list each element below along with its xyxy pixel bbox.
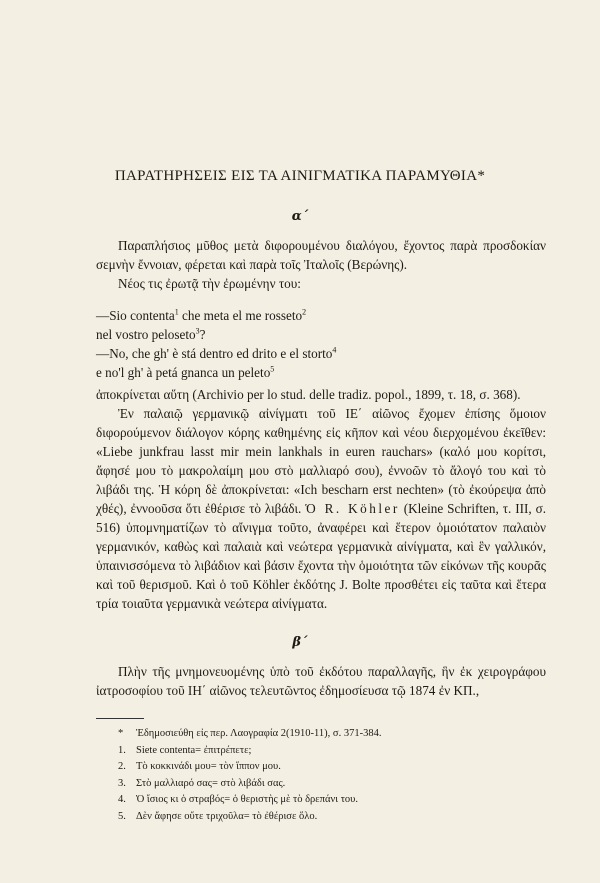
- body-bottom: [96, 662, 546, 700]
- verse-line-4: e no'l gh' à petá gnanca un peleto$^5$: [96, 364, 275, 380]
- paragraph-3: Ἐν παλαιῷ γερμανικῷ αἰνίγματι τοῦ ΙΕ΄ αἰῶνος ἔχομεν ἐπίσης ὅμοιον διφορούμενον διάλογον κόρης καθημένης εἰς κῆπον καὶ νέου διερχομένου ἐκεῖθεν: «Liebe junkfrau lasst mir mein lankhals in euren rauchars» (καλό μου κορίτσι, ἄφησέ μου τὸ μακρολαίμη μου στὸ μαλλιαρό σου), ἐννοῶν τὸ ἄλογό του καὶ τὸ λιβάδι της. Ἡ κόρη δὲ ἀποκρίνεται: «Ich bescharn erst nechten» (τὸ ἐκούρεψα ἀπὸ χθές), ἐννοοῦσα ὅτι ἐθέρισε τὸ λιβάδι. Ὁ R. Köhler (Kleine Schriften, τ. III, σ. 516) ὑπομνηματίζων τὸ αἴνιγμα τοῦτο, ἀναφέρει καὶ ἕτερον ὁμοιότατον παλαιὸν γερμανικόν, καθὼς καὶ παλαιὰ καὶ νεώτερα γερμανικὰ αἰνίγματα, καὶ ἓν γαλλικόν, ὑπαινισσόμενα τὸ λιβάδιον καὶ βάσιν ἔχοντα τὴν ὁμοιότητα τῶν εἰκόνων τῆς κουρᾶς καὶ τοῦ θερισμοῦ. Καὶ ὁ τοῦ Köhler ἐκδότης J. Bolte προσθέτει εἰς ταῦτα καὶ ἕτερα τρία τοιαῦτα γερμανικὰ νεώτερα αἰνίγματα.: [96, 406, 547, 611]
- footnote: 2. Τὸ κοκκινάδι μου= τὸν ἵππον μου.: [118, 761, 281, 772]
- footnote: 1. Siete contenta= ἐπιτρέπετε;: [118, 744, 252, 756]
- body-middle: [96, 385, 546, 613]
- verse-block: [96, 306, 546, 382]
- section-a-heading: α΄: [291, 209, 309, 224]
- verse-line-2: nel vostro peloseto$^3$?: [96, 326, 206, 342]
- footnote-rule: [96, 718, 144, 719]
- footnote: 4. Ὁ ἴσιος κι ὁ στραβός= ὁ θεριστὴς μὲ τὸ δρεπάνι του.: [118, 794, 358, 805]
- article-title: ΠΑΡΑΤΗΡΗΣΕΙΣ ΕΙΣ ΤΑ ΑΙΝΙΓΜΑΤΙΚΑ ΠΑΡΑΜΥΘΙΑ*: [114, 168, 486, 184]
- paragraph-4: Πλὴν τῆς μνημονευομένης ὑπὸ τοῦ ἐκδότου παραλλαγῆς, ἣν ἐκ χειρογράφου ἰατροσοφίου τοῦ ΙΗ΄ αἰῶνος τελευτῶντος ἐδημοσίευσα τῷ 1874 ἐν ΚΠ.,: [96, 664, 546, 698]
- paragraph-2: ἀποκρίνεται αὕτη (Archivio per lo stud. delle tradiz. popol., 1899, τ. 18, σ. 368).: [96, 387, 521, 402]
- verse-line-3: —No, che gh' è stá dentro ed drito e el storto$^4$: [96, 345, 337, 361]
- footnote: * Ἐδημοσιεύθη εἰς περ. Λαογραφία 2(1910-11), σ. 371-384.: [118, 728, 382, 739]
- footnotes: [118, 726, 548, 825]
- footnote: 5. Δὲν ἄφησε οὔτε τριχοῦλα= τὸ ἐθέρισε ὅλο.: [118, 810, 318, 822]
- paragraph-1b: Νέος τις ἐρωτᾷ τὴν ἐρωμένην του:: [118, 276, 301, 291]
- footnote: 3. Στὸ μαλλιαρό σας= στὸ λιβάδι σας.: [118, 777, 286, 789]
- verse-line-1: —Sio contenta$^1$ che meta el me rosseto$^2$: [96, 307, 307, 323]
- paragraph-1: Παραπλήσιος μῦθος μετὰ διφορουμένου διαλόγου, ἔχοντος παρὰ προσδοκίαν σεμνὴν ἔννοιαν, φέρεται καὶ παρὰ τοῖς Ἰταλοῖς (Βερώνης).: [96, 238, 546, 272]
- author-name: Ὁ R. Köhler: [305, 501, 400, 516]
- section-b-heading: β΄: [292, 635, 308, 650]
- body-top: [96, 236, 546, 293]
